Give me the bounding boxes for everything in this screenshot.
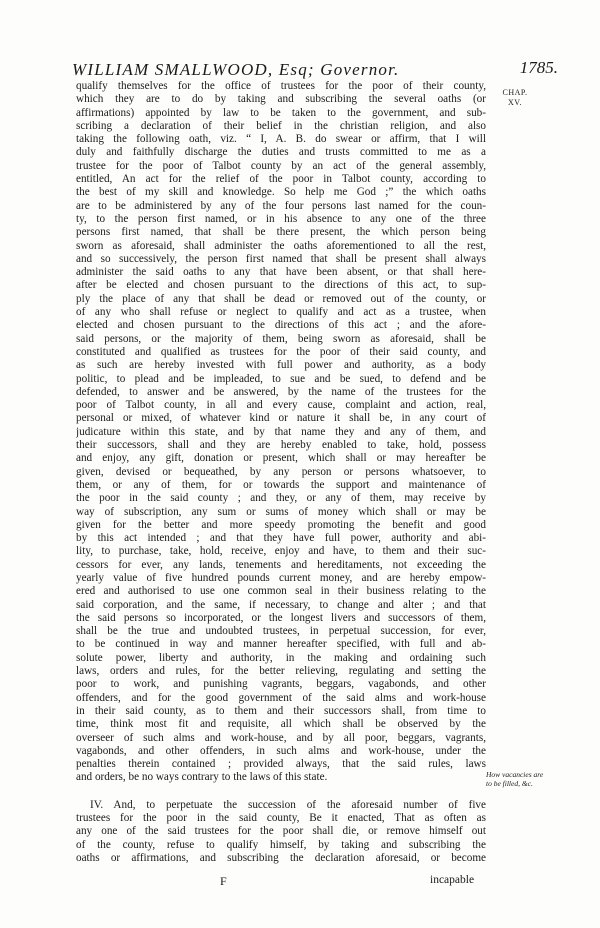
text-line: vagabonds, and other offenders, in such alms and work-house, under the (76, 744, 486, 757)
marginal-note: How vacancies are to be filled, &c. (486, 770, 544, 788)
body-text (76, 80, 486, 865)
text-line: offenders, and for the good government of the said alms and work-house (76, 691, 486, 704)
text-line: to be continued in way and manner hereafter specified, with full and ab- (76, 638, 486, 651)
text-line: by this act intended ; and that they have full power, authority and abi- (76, 532, 486, 545)
text-line: in their said county, as to them and their successors shall, from time to (76, 704, 486, 717)
text-line: time, think most fit and requisite, all which shall be observed by the (76, 718, 486, 731)
text-line: IV. And, to perpetuate the succession of the aforesaid number of five (90, 798, 486, 811)
signature-mark: F (220, 874, 227, 888)
text-line: scribing a declaration of their belief in the christian religion, and also (76, 119, 486, 132)
text-line: poor of Talbot county, in all and every cause, complaint and action, real, (76, 399, 486, 412)
text-line: penalties therein contained ; provided always, that the said rules, laws (76, 758, 486, 771)
chapter-label: CHAP. (502, 88, 528, 97)
text-line: oaths or affirmations, and subscribing the declaration aforesaid, or become (76, 851, 486, 864)
text-line: defended, to answer and be answered, by the name of the trustees for the (76, 385, 486, 398)
text-line: entitled, An act for the relief of the poor in Talbot county, according to (76, 173, 486, 186)
paragraph-2 (76, 799, 486, 865)
text-line: politic, to plead and be impleaded, to sue and be sued, to defend and be (76, 372, 486, 385)
text-line: after be elected and chosen pursuant to the directions of this act, to sup- (76, 279, 486, 292)
text-line: shall be the true and undoubted trustees, in perpetual succession, for ever, (76, 625, 486, 638)
text-line: any one of the said trustees for the poor shall die, or remove himself out (76, 825, 486, 838)
text-line: of the county, refuse to qualify himself, by taking and subscribing the (76, 838, 486, 851)
text-line: elected and chosen pursuant to the directions of this act ; and the afore- (76, 319, 486, 332)
text-line: cessors for ever, any lands, tenements and hereditaments, not exceeding the (76, 558, 486, 571)
text-line: ty, to the person first named, or in his absence to any one of the three (76, 212, 486, 225)
text-line: laws, orders and rules, for the better relieving, regulating and setting the (76, 665, 486, 678)
text-line: ered and authorised to use one common seal in their business relating to the (76, 585, 486, 598)
text-line: and enjoy, any gift, donation or present, which shall or may hereafter be (76, 452, 486, 465)
running-title: WILLIAM SMALLWOOD, Esq; Governor. (72, 60, 400, 79)
chapter-number: XV. (507, 98, 523, 107)
text-line: poor to work, and punishing vagrants, beggars, vagabonds, and other (76, 678, 486, 691)
text-line: are to be administered by any of the four persons last named for the coun- (76, 199, 486, 212)
text-line: as such are hereby invested with full power and authority, as a body (76, 359, 486, 372)
text-line: trustee for the poor of Talbot county by an act of the general assembly, (76, 159, 486, 172)
text-line: lity, to purchase, take, hold, receive, enjoy and have, to them and their suc- (76, 545, 486, 558)
text-line: taking the following oath, viz. “ I, A. B. do swear or affirm, that I will (76, 133, 486, 146)
text-line: of any who shall refuse or neglect to qualify and act as a trustee, when (76, 306, 486, 319)
text-line: them, or any of them, for or towards the support and maintenance of (76, 478, 486, 491)
chapter-marker (486, 88, 544, 108)
text-line: constituted and qualified as trustees for the poor of their said county, and (76, 345, 486, 358)
text-line: which they are to do by taking and subscribing the several oaths (or (76, 93, 486, 106)
text-line: trustees for the poor in the said county, Be it enacted, That as often as (76, 812, 486, 825)
text-line: said persons, or the majority of them, being sworn as aforesaid, shall be (76, 332, 486, 345)
catchword: incapable (430, 874, 475, 886)
text-line: sworn as aforesaid, shall administer the oaths aforementioned to all the rest, (76, 239, 486, 252)
text-line: and so successively, the person first named that shall be present shall always (76, 252, 486, 265)
text-line: given for the better and more speedy promoting the benefit and good (76, 518, 486, 531)
text-line: ply the place of any that shall be dead or removed out of the county, or (76, 292, 486, 305)
paragraph-1 (76, 80, 486, 785)
text-line: administer the said oaths to any that have been absent, or that shall here- (76, 266, 486, 279)
text-line: duly and faithfully discharge the duties and trusts committed to me as a (76, 146, 486, 159)
text-line: yearly value of five hundred pounds current money, and are hereby empow- (76, 571, 486, 584)
text-line: persons first named, that shall be there present, the which person being (76, 226, 486, 239)
text-line: affirmations) appointed by law to be taken to the government, and sub- (76, 106, 486, 119)
text-line: solute power, liberty and authority, in the making and ordaining such (76, 651, 486, 664)
text-line: the said persons so incorporated, or the longest livers and successors of them, (76, 611, 486, 624)
text-line: given, devised or bequeathed, by any person or persons whatsoever, to (76, 465, 486, 478)
text-line: and orders, be no ways contrary to the laws of this state. (76, 771, 328, 784)
text-line: their successors, shall and they are hereby enabled to take, hold, possess (76, 439, 486, 452)
text-line: overseer of such alms and work-house, and by all poor, beggars, vagrants, (76, 731, 486, 744)
text-line: said corporation, and the same, if necessary, to change and alter ; and that (76, 598, 486, 611)
text-line: personal or mixed, of whatever kind or nature it shall be, in any court of (76, 412, 486, 425)
text-line: judicature within this state, and by that name they and any of them, and (76, 425, 486, 438)
paragraph-gap (76, 785, 486, 799)
text-line: the best of my skill and knowledge. So help me God ;” the which oaths (76, 186, 486, 199)
text-line: the poor in the said county ; and they, or any of them, may receive by (76, 492, 486, 505)
text-line: qualify themselves for the office of trustees for the poor of their county, (76, 80, 486, 92)
text-line: way of subscription, any sum or sums of money which shall or may be (76, 505, 486, 518)
page-year: 1785. (519, 58, 558, 77)
